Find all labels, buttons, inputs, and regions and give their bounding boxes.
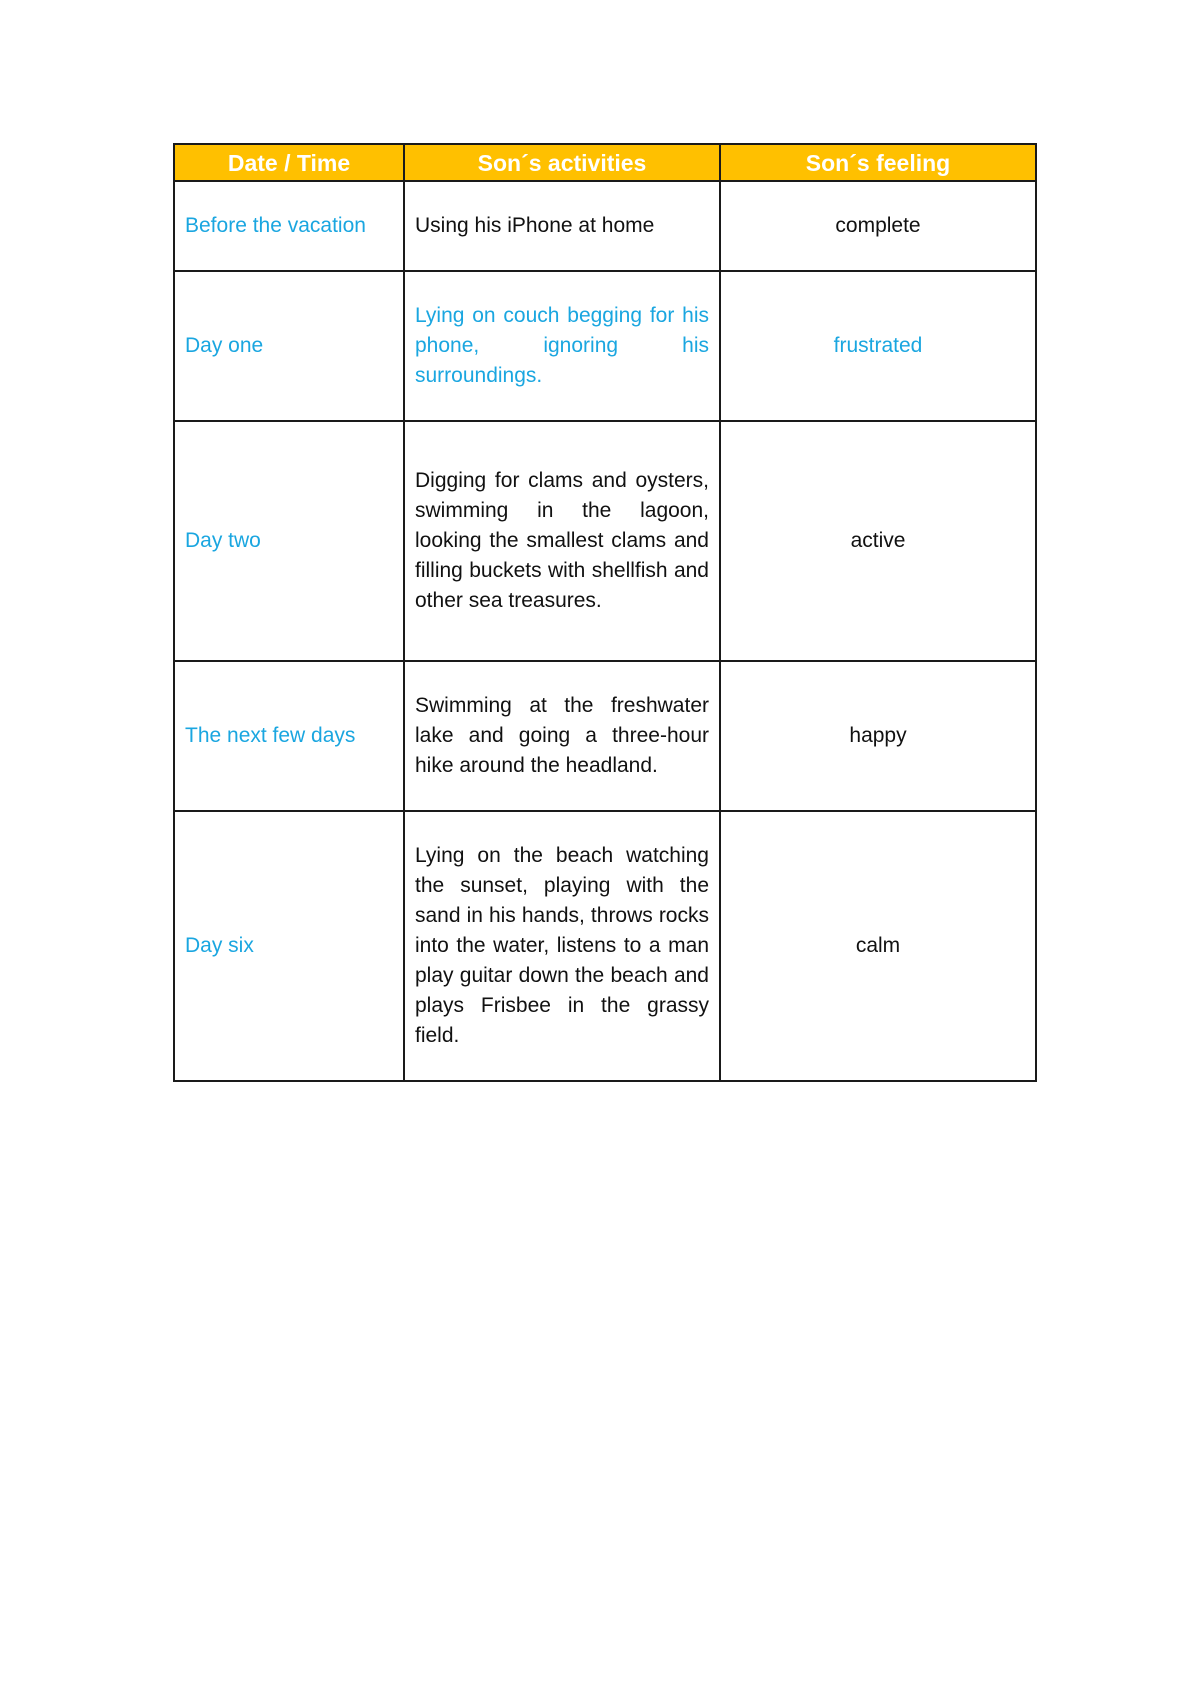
table-row — [174, 811, 1036, 1081]
feeling-cell: happy — [720, 661, 1036, 811]
activity-cell: Swimming at the freshwater lake and going a three-hour hike around the headland. — [404, 661, 720, 811]
activity-cell: Lying on the beach watching the sunset, playing with the sand in his hands, throws rocks into the water, listens to a man play guitar down the beach and plays Frisbee in the grassy field. — [404, 811, 720, 1081]
table-row — [174, 421, 1036, 661]
table-row — [174, 661, 1036, 811]
feeling-cell: complete — [720, 181, 1036, 271]
date-cell: Day two — [174, 421, 404, 661]
table-row — [174, 181, 1036, 271]
date-cell: The next few days — [174, 661, 404, 811]
activity-feeling-table — [173, 143, 1037, 1082]
activity-cell: Digging for clams and oysters, swimming in the lagoon, looking the smallest clams and filling buckets with shellfish and other sea treasures. — [404, 421, 720, 661]
header-date-time: Date / Time — [174, 144, 404, 181]
date-cell: Day one — [174, 271, 404, 421]
feeling-cell: frustrated — [720, 271, 1036, 421]
header-sons-activities: Son´s activities — [404, 144, 720, 181]
date-cell: Day six — [174, 811, 404, 1081]
date-cell: Before the vacation — [174, 181, 404, 271]
feeling-cell: active — [720, 421, 1036, 661]
table-header-row — [174, 144, 1036, 181]
activity-cell: Using his iPhone at home — [404, 181, 720, 271]
activity-cell: Lying on couch begging for his phone, ignoring his surroundings. — [404, 271, 720, 421]
header-sons-feeling: Son´s feeling — [720, 144, 1036, 181]
feeling-cell: calm — [720, 811, 1036, 1081]
table-row — [174, 271, 1036, 421]
